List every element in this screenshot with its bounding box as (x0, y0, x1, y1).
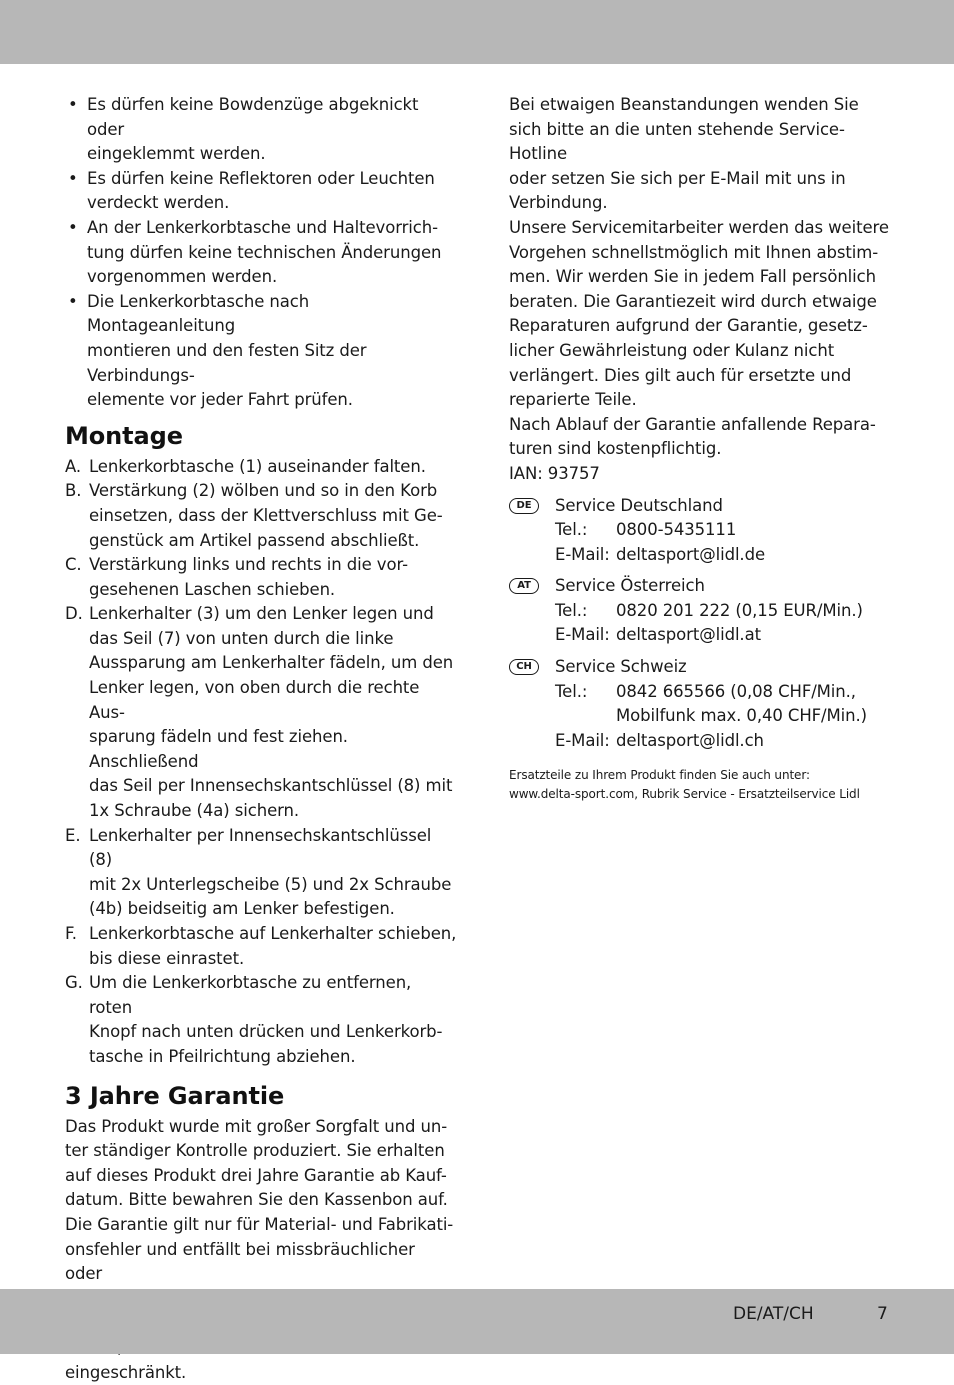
phone-row (555, 680, 899, 705)
left-column (65, 93, 457, 1385)
step-item (65, 971, 457, 1069)
spare-parts-url-line: www.delta-sport.com, Rubrik Service - Ersatzteilservice Lidl (509, 787, 860, 802)
montage-steps-list (65, 455, 457, 1070)
step-marker: D. (65, 604, 83, 624)
step-item (65, 602, 457, 823)
step-text: Verstärkung (2) wölben und so in den Korb einsetzen, dass der Klettverschluss mit Ge- genstück am Artikel passend abschließt. (89, 481, 443, 550)
bullet-item: • Es dürfen keine Bowdenzüge abgeknickt oder eingeklemmt werden. (65, 93, 457, 167)
service-name: Service Österreich (555, 576, 705, 596)
service-paragraph: Bei etwaigen Beanstandungen wenden Sie sich bitte an die unten stehende Service-Hotline oder setzen Sie sich per E-Mail mit uns in Verbindung. Unsere Servicemitarbeiter werden das weitere Vorgehen schnellstmöglich mit Ihnen abstim- men. Wir werden Sie in jedem Fall persönlich beraten. Die Garantiezeit wird durch etwaige Reparaturen aufgrund der Garantie, gesetz- licher Gewährleistung oder Kulanz nicht verlängert. Dies gilt auch für ersetzte und reparierte Teile. Nach Ablauf der Garantie anfallende Repara- turen sind kostenpflichtig. (509, 95, 889, 459)
step-item (65, 479, 457, 553)
service-austria (509, 574, 899, 648)
service-germany (509, 494, 899, 568)
step-marker: F. (65, 924, 77, 943)
step-item (65, 553, 457, 602)
phone-label: Tel.: (555, 520, 588, 540)
step-text: Lenkerhalter (3) um den Lenker legen und das Seil (7) von unten durch die linke Aussparung am Lenkerhalter fädeln, um den Lenker legen, von oben durch die rechte Aus- sparung fädeln und fest ziehen. Anschließend das Seil per Innensechskantschlüssel (8) mit 1x Schraube (4a) sichern. (89, 604, 454, 821)
service-switzerland (509, 655, 899, 753)
step-marker: E. (65, 825, 81, 845)
page-number: 7 (877, 1304, 888, 1324)
spare-parts-line: Ersatzteile zu Ihrem Produkt finden Sie auch unter: (509, 768, 810, 783)
phone-number: 0800-5435111 (616, 520, 737, 540)
step-text: Lenkerkorbtasche (1) auseinander falten. (89, 456, 426, 476)
ch-country-badge-icon: CH (509, 659, 539, 675)
step-text: Um die Lenkerkorbtasche zu entfernen, roten Knopf nach unten drücken und Lenkerkorb- tasche in Pfeilrichtung abziehen. (89, 973, 443, 1066)
phone-row (555, 599, 899, 624)
phone-row-continued: Mobilfunk max. 0,40 CHF/Min.) (616, 706, 867, 726)
de-country-badge-icon: DE (509, 498, 539, 514)
bullet-item: • Es dürfen keine Reflektoren oder Leuchten verdeckt werden. (65, 167, 457, 216)
bullet-item: • An der Lenkerkorbtasche und Haltevorrich- tung dürfen keine technischen Änderungen vorgenommen werden. (65, 216, 457, 290)
right-column (509, 93, 899, 804)
footer-region-label: DE/AT/CH (733, 1304, 814, 1324)
phone-row (555, 518, 899, 543)
email-address: deltasport@lidl.de (616, 544, 766, 564)
email-row (555, 543, 899, 568)
email-label: E-Mail: (555, 544, 610, 564)
email-label: E-Mail: (555, 730, 610, 750)
email-label: E-Mail: (555, 625, 610, 645)
email-row (555, 729, 899, 754)
step-text: Lenkerkorbtasche auf Lenkerhalter schieben, bis diese einrastet. (89, 924, 457, 968)
step-text: Lenkerhalter per Innensechskantschlüssel (8) mit 2x Unterlegscheibe (5) und 2x Schraube (4b) beidseitig am Lenker befestigen. (89, 825, 452, 919)
phone-number: 0842 665566 (0,08 CHF/Min., (616, 681, 856, 701)
email-address: deltasport@lidl.ch (616, 730, 764, 750)
ian-number: IAN: 93757 (509, 463, 600, 483)
header-bar (0, 0, 954, 64)
step-marker: C. (65, 555, 82, 575)
phone-number: 0820 201 222 (0,15 EUR/Min.) (616, 600, 863, 620)
email-row (555, 623, 899, 648)
at-country-badge-icon: AT (509, 578, 539, 594)
step-marker: A. (65, 456, 82, 476)
spare-parts-note (509, 766, 899, 804)
step-item (65, 455, 457, 480)
service-name: Service Deutschland (555, 495, 723, 515)
montage-heading: Montage (65, 421, 183, 450)
garantie-heading: 3 Jahre Garantie (65, 1081, 285, 1110)
bullet-item: • Die Lenkerkorbtasche nach Montageanleitung montieren und den festen Sitz der Verbindungs- elemente vor jeder Fahrt prüfen. (65, 290, 457, 413)
safety-bullet-list (65, 93, 457, 413)
step-item (65, 922, 457, 971)
step-marker: G. (65, 973, 83, 993)
phone-label: Tel.: (555, 681, 588, 701)
phone-label: Tel.: (555, 600, 588, 620)
service-name: Service Schweiz (555, 657, 687, 677)
step-text: Verstärkung links und rechts in die vor- gesehenen Laschen schieben. (89, 555, 408, 599)
step-marker: B. (65, 481, 82, 501)
step-item (65, 824, 457, 922)
email-address: deltasport@lidl.at (616, 625, 761, 645)
garantie-paragraph: Das Produkt wurde mit großer Sorgfalt und un- ter ständiger Kontrolle produziert. Sie erhalten auf dieses Produkt drei Jahre Garantie ab Kauf- datum. Bitte bewahren Sie den Kassenbon auf. Die Garantie gilt nur für Material- und Fabrikati- onsfehler und entfällt bei missbräuchlicher oder eingeschränkt. (65, 1116, 454, 1382)
